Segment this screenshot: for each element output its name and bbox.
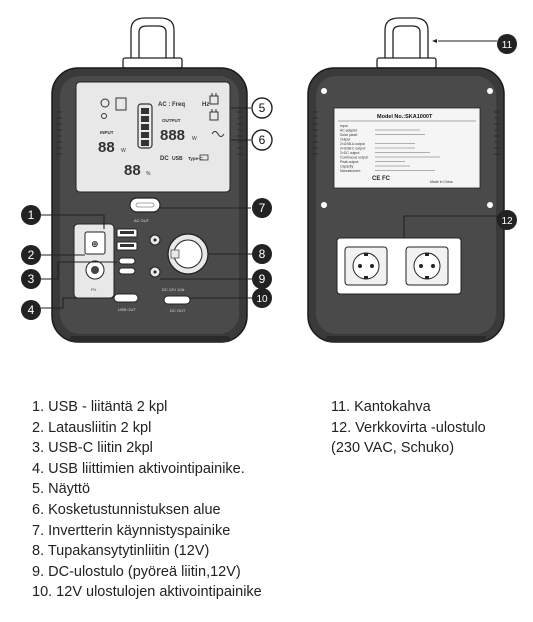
- legend-item: 7. Invertterin käynnistyspainike: [32, 522, 231, 539]
- callout-8: [252, 244, 272, 264]
- spec-line: Capacity:: [340, 164, 355, 169]
- spec-model: Model No.:SKA1000T: [377, 114, 433, 120]
- display-input-label: INPUT: [100, 130, 114, 135]
- ac-out-label: AC OUT: [134, 218, 150, 223]
- svg-text:12: 12: [501, 216, 513, 227]
- front-handle: [123, 18, 182, 68]
- svg-text:9: 9: [258, 272, 266, 286]
- svg-text:11: 11: [501, 40, 513, 51]
- callout-4: [21, 300, 41, 320]
- back-unit: [308, 18, 504, 342]
- display-panel: [76, 82, 230, 192]
- svg-text:4: 4: [27, 303, 35, 317]
- spec-line: 2×DC output:: [340, 151, 361, 155]
- legend-right: [331, 397, 486, 459]
- spec-line: Input: [340, 124, 348, 128]
- spec-line: AC adapter:: [340, 128, 359, 133]
- legend-item: 10. 12V ulostulojen aktivointipainike: [32, 584, 262, 601]
- usb-c-port-2: [119, 268, 135, 274]
- legend-item: 11. Kantokahva: [331, 399, 431, 415]
- callout-12: [497, 210, 517, 230]
- usb-c-port-1: [119, 258, 135, 264]
- inverter-button[interactable]: [130, 198, 160, 212]
- legend-item: 12. Verkkovirta -ulostulo: [331, 419, 486, 436]
- capacity-digits: 88: [124, 162, 141, 179]
- legend-item: 1. USB - liitäntä 2 kpl: [32, 399, 168, 415]
- back-vent-dot: [321, 88, 327, 94]
- display-dc-label: DC: [160, 156, 169, 162]
- display-typec-label: Type-C: [188, 156, 203, 161]
- legend-item: 9. DC-ulostulo (pyöreä liitin,12V): [32, 563, 241, 580]
- svg-text:3: 3: [27, 272, 35, 286]
- spec-line: Peak output:: [340, 160, 360, 164]
- svg-text:1: 1: [27, 208, 35, 222]
- made-in-label: Made in China: [430, 180, 453, 184]
- legend-left: [32, 397, 262, 603]
- usb-out-label: USB OUT: [118, 307, 136, 312]
- input-digits: 88: [98, 139, 115, 156]
- back-handle: [377, 18, 436, 68]
- callout-5: [252, 98, 272, 118]
- usb-activation-button[interactable]: [114, 294, 138, 302]
- callout-7: [252, 198, 272, 218]
- output-w-unit: W: [192, 136, 197, 142]
- callout-6: [252, 130, 272, 150]
- callout-3: [21, 269, 41, 289]
- svg-text:5: 5: [258, 101, 266, 115]
- dc-out2-label: DC OUT: [170, 308, 186, 313]
- output-digits: 888: [160, 127, 186, 144]
- dc-out-label: DC 12V 10A: [162, 287, 185, 292]
- callout-1: [21, 205, 41, 225]
- svg-text:10: 10: [256, 294, 268, 305]
- ac-outlet-2: [406, 247, 448, 285]
- svg-text:8: 8: [258, 247, 266, 261]
- callout-9: [252, 269, 272, 289]
- legend-item: 6. Kosketustunnistuksen alue: [32, 501, 221, 518]
- legend-item: 2. Latausliitin 2 kpl: [32, 419, 152, 436]
- pv-label: PV: [91, 287, 97, 292]
- spec-line: Manufacturer:: [340, 169, 361, 173]
- callout-11: [497, 34, 517, 54]
- legend-item: 4. USB liittimien aktivointipainike.: [32, 460, 245, 477]
- legend-item: 8. Tupakansytytinliitin (12V): [32, 543, 210, 560]
- spec-line: Solar panel:: [340, 133, 359, 137]
- dc-activation-button[interactable]: [164, 296, 190, 304]
- svg-text:⊕: ⊕: [91, 239, 99, 249]
- svg-text:2: 2: [27, 248, 35, 262]
- capacity-pct-unit: %: [146, 171, 151, 177]
- legend-item: 5. Näyttö: [32, 481, 91, 498]
- front-unit: [52, 18, 247, 342]
- legend-item: (230 VAC, Schuko): [331, 440, 455, 457]
- spec-line: Output: [340, 137, 351, 142]
- display-output-label: OUTPUT: [162, 118, 181, 123]
- spec-line: 2×USB-C output:: [340, 146, 366, 151]
- callout-10: [252, 288, 272, 308]
- svg-text:7: 7: [258, 201, 266, 215]
- display-ac-label: AC : Freq: [158, 102, 185, 108]
- ac-outlet-1: [345, 247, 387, 285]
- cert-marks: CE FC: [372, 176, 390, 182]
- display-usb-label: USB: [172, 156, 183, 162]
- callout-2: [21, 245, 41, 265]
- spec-line: Continuous output:: [340, 155, 369, 160]
- legend-item: 3. USB-C liitin 2kpl: [32, 440, 153, 457]
- spec-line: 2×USB-A output:: [340, 142, 366, 146]
- display-hz-label: Hz: [202, 102, 210, 108]
- input-w-unit: W: [121, 148, 126, 154]
- svg-text:6: 6: [258, 133, 266, 147]
